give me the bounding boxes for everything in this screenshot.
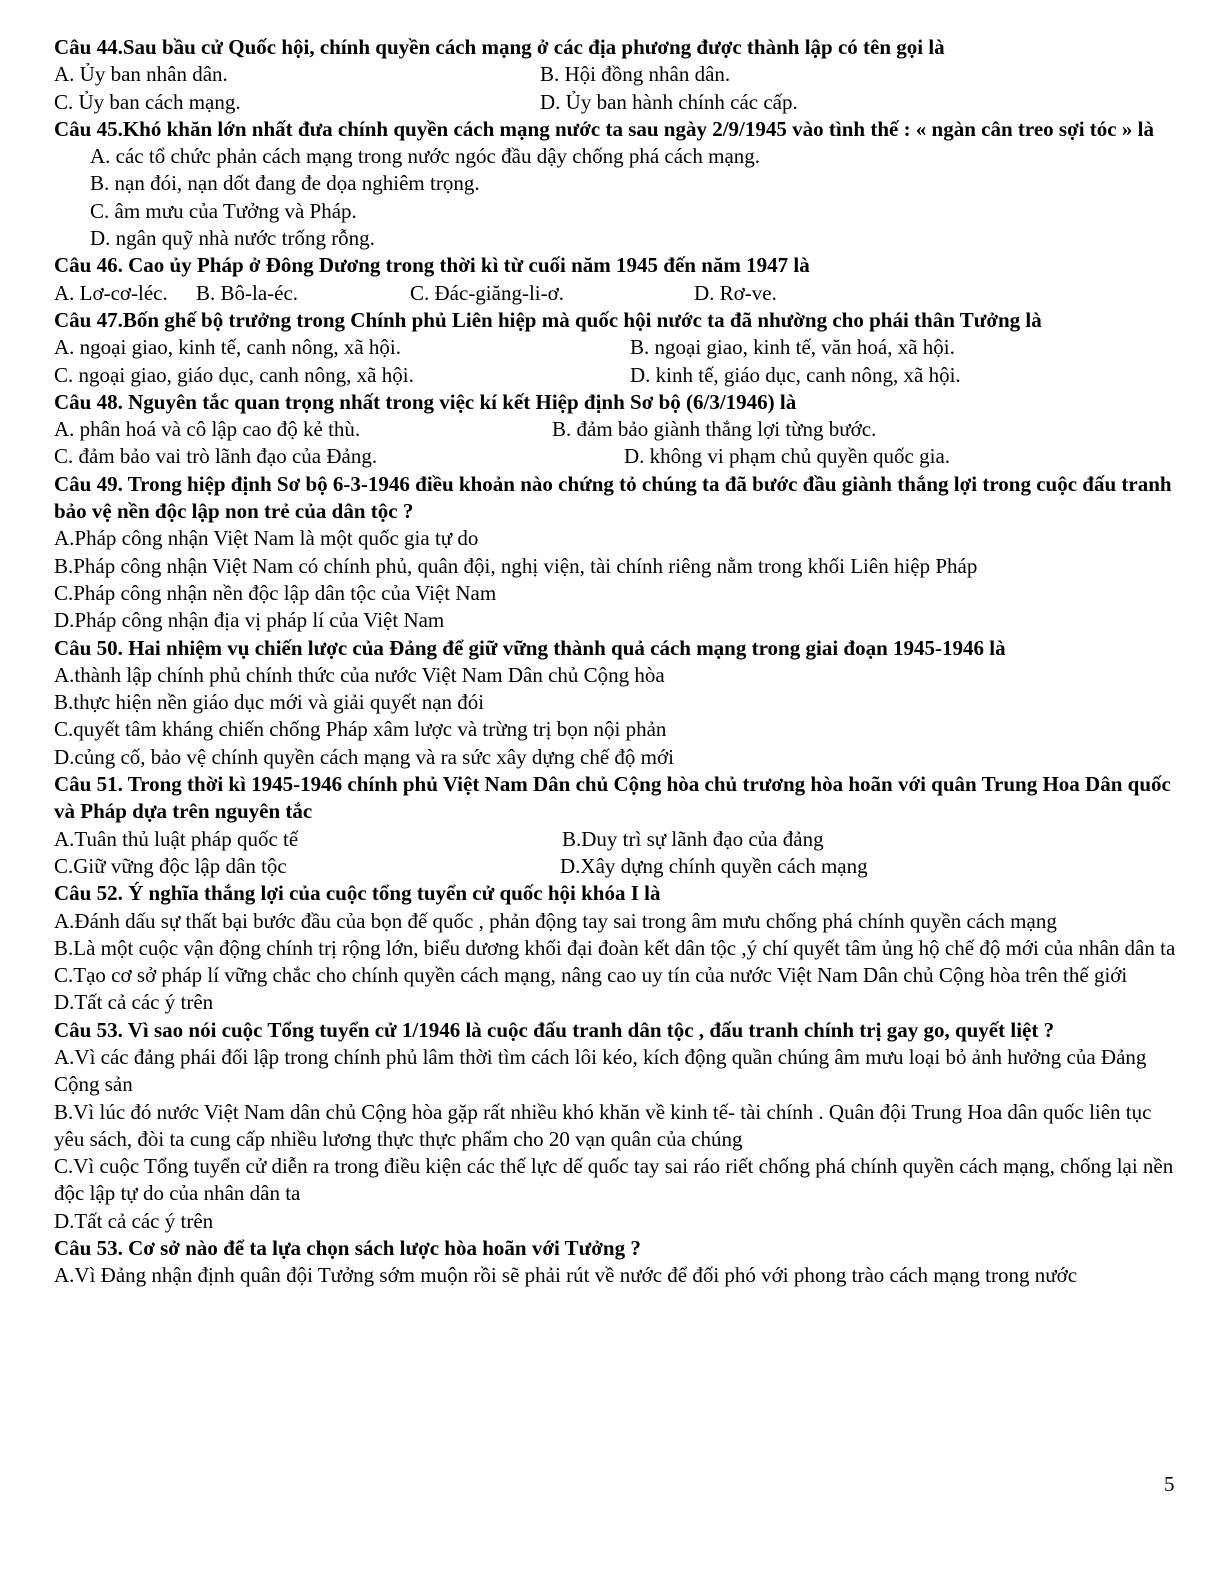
- question-49-option-d: D.Pháp công nhận địa vị pháp lí của Việt Nam: [54, 608, 445, 633]
- question-44-option-c: C. Ủy ban cách mạng.: [54, 89, 241, 114]
- question-49-title: Câu 49. Trong hiệp định Sơ bộ 6-3-1946 điều khoản nào chứng tỏ chúng ta đã bước đầu giành thắng lợi trong cuộc đấu tranh bảo vệ nền độc lập non trẻ của dân tộc ?: [54, 471, 1172, 524]
- question-46-option-b: B. Bô-la-éc.: [196, 280, 299, 305]
- question-47-options-row-2: [54, 362, 1178, 389]
- question-47-title: Câu 47.Bốn ghế bộ trưởng trong Chính phủ Liên hiệp mà quốc hội nước ta đã nhường cho phái thân Tưởng là: [54, 307, 1042, 332]
- question-47-option-c: C. ngoại giao, giáo dục, canh nông, xã hội.: [54, 362, 414, 387]
- question-47-options-row-1: [54, 334, 1178, 361]
- question-46-option-c: C. Đác-giăng-li-ơ.: [410, 280, 564, 305]
- question-49-option-a: A.Pháp công nhận Việt Nam là một quốc gia tự do: [54, 526, 479, 551]
- question-45-option-d: D. ngân quỹ nhà nước trống rỗng.: [90, 226, 375, 251]
- question-53-option-a: A.Vì các đảng phái đối lập trong chính phủ lâm thời tìm cách lôi kéo, kích động quần chúng âm mưu loại bỏ ảnh hưởng của Đảng Cộng sản: [54, 1044, 1147, 1097]
- question-51-options-row-2: [54, 853, 1178, 880]
- question-48-option-a: A. phân hoá và cô lập cao độ kẻ thù.: [54, 417, 361, 442]
- question-45-option-a: A. các tổ chức phản cách mạng trong nước ngóc đầu dậy chống phá cách mạng.: [90, 144, 761, 169]
- question-53b-option-a: A.Vì Đảng nhận định quân đội Tưởng sớm muộn rồi sẽ phải rút về nước để đối phó với phong trào cách mạng trong nước: [54, 1263, 1078, 1288]
- question-52-option-a: A.Đánh dấu sự thất bại bước đầu của bọn đế quốc , phản động tay sai trong âm mưu chống phá chính quyền cách mạng: [54, 908, 1057, 933]
- question-47-option-a: A. ngoại giao, kinh tế, canh nông, xã hội.: [54, 335, 402, 360]
- page-number: 5: [1164, 1472, 1175, 1496]
- question-48-title: Câu 48. Nguyên tắc quan trọng nhất trong việc kí kết Hiệp định Sơ bộ (6/3/1946) là: [54, 389, 797, 414]
- question-47-option-d: D. kinh tế, giáo dục, canh nông, xã hội.: [630, 362, 961, 387]
- question-48-options-row-2: [54, 443, 1178, 470]
- question-52-option-c: C.Tạo cơ sở pháp lí vững chắc cho chính quyền cách mạng, nâng cao uy tín của nước Việt Nam Dân chủ Cộng hòa trên thế giới: [54, 963, 1128, 988]
- question-51-title: Câu 51. Trong thời kì 1945-1946 chính phủ Việt Nam Dân chủ Cộng hòa chủ trương hòa hoãn với quân Trung Hoa Dân quốc và Pháp dựa trên nguyên tắc: [54, 772, 1171, 824]
- question-44-options-row-1: [54, 61, 1178, 88]
- question-51-options-row-1: [54, 826, 1178, 853]
- question-44-options-row-2: [54, 89, 1178, 116]
- question-46-title: Câu 46. Cao ủy Pháp ở Đông Dương trong thời kì từ cuối năm 1945 đến năm 1947 là: [54, 253, 810, 278]
- question-50-option-b: B.thực hiện nền giáo dục mới và giải quyết nạn đói: [54, 690, 485, 715]
- question-50-option-c: C.quyết tâm kháng chiến chống Pháp xâm lược và trừng trị bọn nội phản: [54, 717, 667, 742]
- question-49-option-c: C.Pháp công nhận nền độc lập dân tộc của Việt Nam: [54, 580, 497, 605]
- question-44-title: Câu 44.Sau bầu cử Quốc hội, chính quyền cách mạng ở các địa phương được thành lập có tên gọi là: [54, 35, 945, 59]
- question-53-option-d: D.Tất cả các ý trên: [54, 1208, 214, 1233]
- question-50-option-d: D.củng cố, bảo vệ chính quyền cách mạng và ra sức xây dựng chế độ mới: [54, 744, 674, 769]
- question-53b-title: Câu 53. Cơ sở nào để ta lựa chọn sách lược hòa hoãn với Tưởng ?: [54, 1236, 641, 1261]
- question-51-option-a: A.Tuân thủ luật pháp quốc tế: [54, 826, 299, 851]
- question-52-option-b: B.Là một cuộc vận động chính trị rộng lớn, biểu dương khối đại đoàn kết dân tộc ,ý chí quyết tâm ủng hộ chế độ mới của nhân dân ta: [54, 935, 1176, 960]
- question-48-option-c: C. đảm bảo vai trò lãnh đạo của Đảng.: [54, 444, 378, 469]
- question-44-option-a: A. Ủy ban nhân dân.: [54, 62, 228, 87]
- question-52-title: Câu 52. Ý nghĩa thắng lợi của cuộc tổng tuyển cử quốc hội khóa I là: [54, 881, 661, 906]
- question-44-option-b: B. Hội đồng nhân dân.: [540, 62, 731, 87]
- question-45-option-c: C. âm mưu của Tưởng và Pháp.: [90, 198, 357, 223]
- question-50-title: Câu 50. Hai nhiệm vụ chiến lược của Đảng để giữ vững thành quả cách mạng trong giai đoạn 1945-1946 là: [54, 635, 1006, 660]
- question-48-options-row-1: [54, 416, 1178, 443]
- question-52-option-d: D.Tất cả các ý trên: [54, 990, 214, 1015]
- question-49-option-b: B.Pháp công nhận Việt Nam có chính phủ, quân đội, nghị viện, tài chính riêng nằm trong khối Liên hiệp Pháp: [54, 553, 978, 578]
- question-45-title: Câu 45.Khó khăn lớn nhất đưa chính quyền cách mạng nước ta sau ngày 2/9/1945 vào tình thế : « ngàn cân treo sợi tóc » là: [54, 116, 1154, 141]
- question-51-option-d: D.Xây dựng chính quyền cách mạng: [560, 853, 868, 878]
- question-53-option-b: B.Vì lúc đó nước Việt Nam dân chủ Cộng hòa gặp rất nhiều khó khăn về kinh tế- tài chính . Quân đội Trung Hoa dân quốc liên tục yêu sách, đòi ta cung cấp nhiều lương thực thực phẩm cho 20 vạn quân của chúng: [54, 1099, 1152, 1151]
- question-46-option-a: A. Lơ-cơ-léc.: [54, 280, 168, 305]
- question-44-option-d: D. Ủy ban hành chính các cấp.: [540, 89, 798, 114]
- question-45-option-b: B. nạn đói, nạn dốt đang đe dọa nghiêm trọng.: [90, 171, 480, 196]
- question-53-title: Câu 53. Vì sao nói cuộc Tổng tuyển cử 1/1946 là cuộc đấu tranh dân tộc , đấu tranh chính trị gay go, quyết liệt ?: [54, 1017, 1055, 1042]
- question-46-option-d: D. Rơ-ve.: [694, 280, 777, 305]
- question-48-option-b: B. đảm bảo giành thắng lợi từng bước.: [552, 417, 877, 442]
- question-50-option-a: A.thành lập chính phủ chính thức của nước Việt Nam Dân chủ Cộng hòa: [54, 662, 665, 687]
- question-47-option-b: B. ngoại giao, kinh tế, văn hoá, xã hội.: [630, 335, 955, 360]
- question-51-option-b: B.Duy trì sự lãnh đạo của đảng: [562, 826, 824, 851]
- question-46-options-row: [54, 280, 1178, 307]
- question-48-option-d: D. không vi phạm chủ quyền quốc gia.: [624, 444, 951, 469]
- question-51-option-c: C.Giữ vững độc lập dân tộc: [54, 853, 287, 878]
- question-53-option-c: C.Vì cuộc Tổng tuyển cử diễn ra trong điều kiện các thế lực dế quốc tay sai ráo riết chống phá chính quyền cách mạng, chống lại nền độc lập tự do của nhân dân ta: [54, 1154, 1174, 1206]
- document-page: [54, 34, 1178, 1290]
